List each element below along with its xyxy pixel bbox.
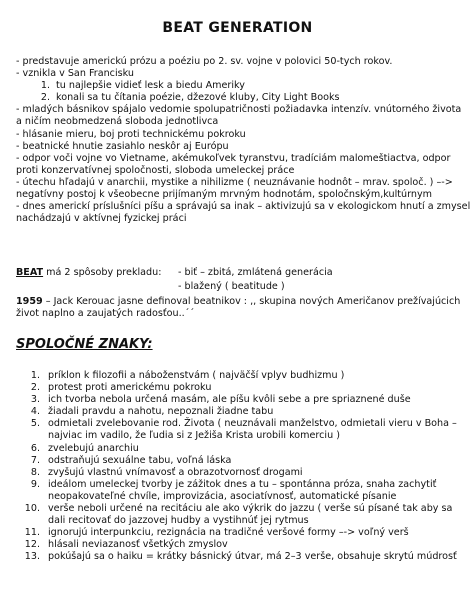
list-item [16,394,468,406]
list-item-number: 4. [30,406,40,418]
intro-line: negatívny postoj k všeobecne prijímaným mrvným hodnotám, spoločnským,kultúrnym [16,189,432,201]
list-item-number: 7. [30,454,40,466]
intro-line: - beatnické hnutie zasiahlo neskôr aj Európu [16,140,229,152]
list-item-text: zvyšujú vlastnú vnímavosť a obrazotvornosť drogami [48,466,303,478]
year: 1959 [16,296,43,307]
kerouac-note [16,296,468,320]
list-item-number: 5. [30,418,40,430]
list-item [16,527,468,539]
intro-line: - mladých básnikov spájalo vedomie spolupatričnosti požiadavka intenzív. vnútorného života [16,104,462,116]
beat-translation: - blažený ( beatitude ) [178,281,285,292]
kerouac-line [16,296,468,308]
common-signs-heading: SPOLOČNÉ ZNAKY: [16,337,153,352]
list-item-number: 1. [30,370,40,381]
document-title: BEAT GENERATION [162,20,313,36]
common-signs-list [16,370,468,564]
list-item-text: tu najlepšie vidieť lesk a biedu Ameriky [56,80,245,92]
list-item [16,406,468,418]
list-item-text: konali sa tu čítania poézie, džezové kluby, City Light Books [56,92,340,104]
beat-label: má 2 spôsoby prekladu: [43,267,162,278]
beat-translation-block [16,267,468,295]
list-item-text: ich tvorba nebola určená masám, ale píšu kvôli sebe a pre spriaznené duše [48,394,411,406]
list-item-text: zvelebujú anarchiu [48,442,139,454]
list-item [16,467,468,479]
list-item-number: 8. [30,466,40,478]
list-item [16,479,468,503]
list-item-number: 1. [40,80,50,92]
list-item-text: ideálom umeleckej tvorby je zážitok dnes a tu – spontánna próza, snaha zachytiť [48,478,437,490]
intro-line: nachádzajú v aktívnej fyzickej práci [16,213,187,225]
list-item-text: dali recitovať do jazzovej hudby a vystihnúť jej rytmus [48,515,309,527]
list-item-text: hlásali neviazanosť všetkých zmyslov [48,539,228,551]
intro-line: a ničím neobmedzená sloboda jednotlivca [16,116,219,128]
intro-line: - útechu hľadajú v anarchii, mystike a nihilizme ( neuznávanie hodnôt – mrav. spoloč. ) –-> [16,176,453,188]
list-item [16,370,468,382]
list-item-text: verše neboli určené na recitáciu ale ako výkrik do jazzu ( verše sú písané tak aby sa [48,503,453,515]
list-item-number: 9. [30,478,40,490]
beat-row [16,267,468,281]
list-item [16,382,468,394]
intro-line: - odpor voči vojne vo Vietname, akémukoľvek tyranstvu, tradíciám malomeštiactva, odpor [16,152,451,164]
list-item-text: protest proti americkému pokroku [48,382,212,394]
list-item-text: odstraňujú sexuálne tabu, voľná láska [48,454,232,466]
kerouac-line: život naplno a zaujatých radosťou..´´ [16,308,195,320]
intro-line: - dnes americkí príslušníci píšu a správajú sa inak – aktivizujú sa v ekologickom hnutí a zmysel [16,201,471,213]
list-item-number: 12. [24,539,40,551]
intro-section [16,56,471,225]
list-item-text: pokúšajú sa o haiku = krátky básnický útvar, má 2–3 verše, obsahuje skrytú múdrosť [48,551,457,563]
list-item [16,551,468,563]
list-item [16,418,468,442]
beat-translation: - biť – zbitá, zmlátená generácia [178,267,333,278]
kerouac-text: – Jack Kerouac jasne definoval beatnikov : ,, skupina nových Američanov prežívajúcich [42,296,461,307]
list-item-number: 11. [24,527,40,539]
list-item-text: najviac im vadilo, že ľudia si z Ježiša Krista urobili komerciu ) [48,430,340,442]
list-item [16,503,468,527]
beat-row [16,281,468,295]
intro-line: - vznikla v San Francisku [16,68,134,80]
intro-line: - predstavuje americkú prózu a poéziu po 2. sv. vojne v polovici 50-tych rokov. [16,56,393,67]
list-item [16,539,468,551]
list-item-number: 2. [40,92,50,104]
list-item-number: 10. [24,503,40,515]
beat-term: BEAT [16,267,44,278]
list-item [16,92,468,104]
list-item-text: ignorujú interpunkciu, rezignácia na tradičné veršové formy –-> voľný verš [48,527,409,539]
list-item-number: 13. [24,551,40,563]
intro-line: - hlásanie mieru, boj proti technickému pokroku [16,128,246,140]
list-item-text: žiadali pravdu a nahotu, nepoznali žiadne tabu [48,406,274,418]
list-item-text: neopakovateľné chvíle, improvizácia, asociatívnosť, automatické písanie [48,490,397,502]
sf-reasons-list [16,80,468,104]
list-item [16,443,468,455]
list-item-text: príklon k filozofii a náboženstvám ( najväčší vplyv budhizmu ) [48,370,345,381]
list-item [16,455,468,467]
list-item-number: 2. [30,382,40,394]
intro-line: proti konzervatívnej spoločnosti, sloboda umeleckej práce [16,164,295,176]
list-item-number: 3. [30,394,40,406]
list-item-number: 6. [30,442,40,454]
list-item [16,80,468,92]
list-item-text: odmietali zvelebovanie rod. Života ( neuznávali manželstvo, odmietali vieru v Boha – [48,418,457,430]
